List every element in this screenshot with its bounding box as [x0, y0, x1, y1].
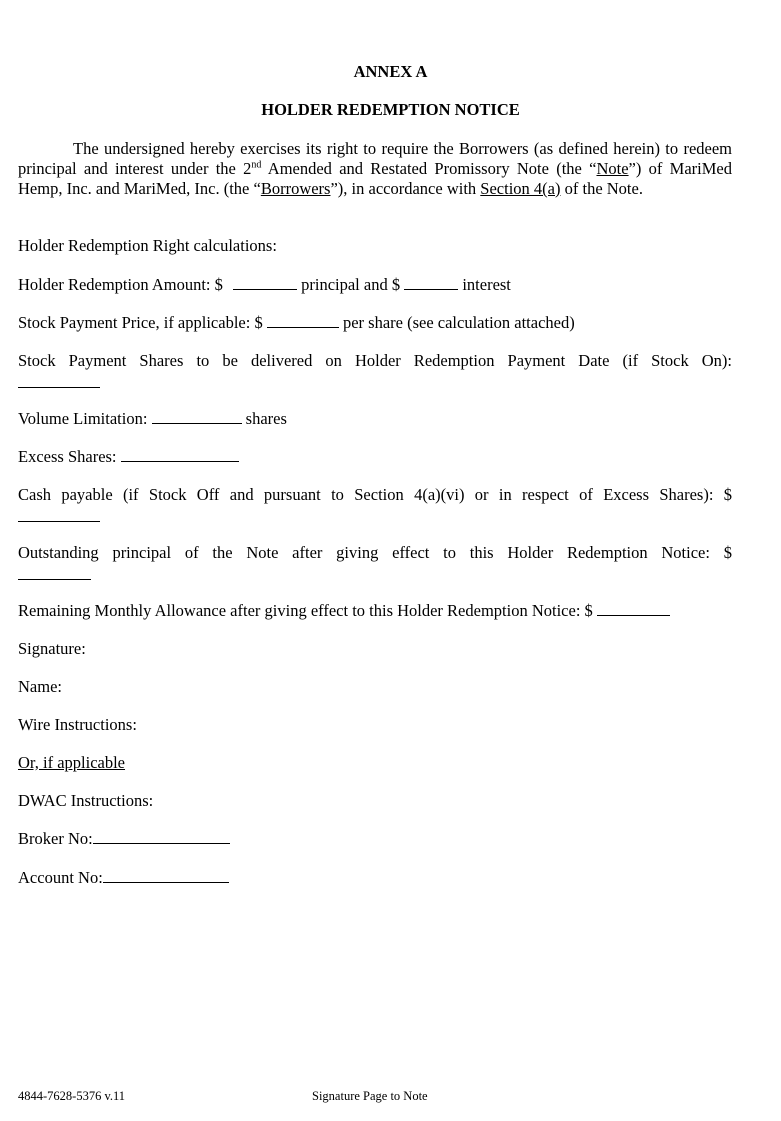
outstanding-principal-blank[interactable] — [18, 565, 91, 580]
cash-payable-blank[interactable] — [18, 507, 100, 522]
document-title: HOLDER REDEMPTION NOTICE — [261, 100, 520, 119]
ordinal-suffix: nd — [251, 159, 262, 171]
broker-line: Broker No: — [18, 829, 732, 849]
redemption-amount-line: Holder Redemption Amount: $ principal and $ interest — [18, 275, 511, 294]
cash-payable-line: Cash payable (if Stock Off and pursuant to Section 4(a)(vi) or in respect of Excess Shares): $ — [18, 485, 732, 504]
section-reference: Section 4(a) — [480, 179, 561, 198]
signature-label: Signature: — [18, 639, 86, 658]
stock-price-line: Stock Payment Price, if applicable: $ per share (see calculation attached) — [18, 313, 575, 332]
stock-shares-blank[interactable] — [18, 373, 100, 388]
annex-heading: ANNEX A — [353, 62, 428, 81]
volume-blank[interactable] — [152, 409, 242, 424]
remaining-allowance-line: Remaining Monthly Allowance after giving effect to this Holder Redemption Notice: $ — [18, 601, 732, 621]
intro-paragraph: The undersigned hereby exercises its right to require the Borrowers (as defined herein) to redeem principal and interest under the 2nd Amended and Restated Promissory Note (the “Note”) of MariMed Hemp, Inc. and MariMed, Inc. (the “Borrowers”), in accordance with Section 4(a) of the Note. — [18, 139, 732, 198]
stock-shares-line: Stock Payment Shares to be delivered on Holder Redemption Payment Date (if Stock On): — [18, 351, 732, 370]
broker-blank[interactable] — [93, 829, 230, 844]
volume-limitation-line: Volume Limitation: shares — [18, 409, 287, 428]
interest-blank[interactable] — [404, 275, 458, 290]
document-id: 4844-7628-5376 v.11 — [18, 1089, 126, 1103]
excess-shares-line: Excess Shares: — [18, 447, 732, 467]
borrowers-defined-term: Borrowers — [260, 179, 331, 198]
or-if-applicable-label: Or, if applicable — [18, 753, 126, 772]
stock-price-blank[interactable] — [267, 313, 339, 328]
calculations-heading: Holder Redemption Right calculations: — [18, 236, 277, 255]
dwac-instructions-label: DWAC Instructions: — [18, 791, 154, 810]
note-defined-term: Note — [596, 159, 629, 178]
account-line: Account No: — [18, 868, 732, 888]
wire-instructions-label: Wire Instructions: — [18, 715, 137, 734]
name-label: Name: — [18, 677, 62, 696]
excess-blank[interactable] — [121, 447, 239, 462]
account-blank[interactable] — [103, 868, 229, 883]
page-label: Signature Page to Note — [312, 1089, 428, 1103]
remaining-blank[interactable] — [597, 601, 670, 616]
principal-blank[interactable] — [233, 275, 297, 290]
outstanding-principal-line: Outstanding principal of the Note after giving effect to this Holder Redemption Notice: $ — [18, 543, 732, 562]
